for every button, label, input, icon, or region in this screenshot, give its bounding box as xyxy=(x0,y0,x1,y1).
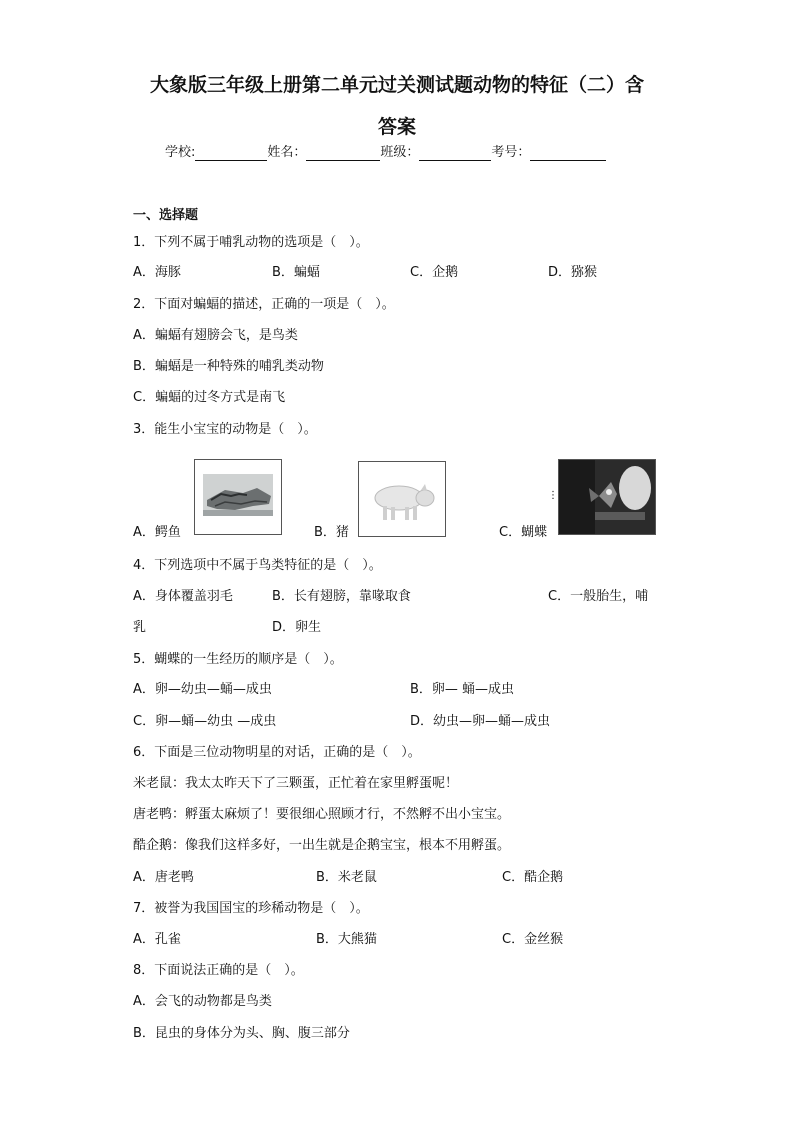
q5-option-c[interactable]: C．卵—蛹—幼虫 —成虫 xyxy=(133,714,277,729)
question-8: 8．下面说法正确的是（ ）。 xyxy=(133,963,304,978)
crocodile-image xyxy=(194,459,282,535)
q6-dialogue-3: 酷企鹅：像我们这样多好，一出生就是企鹅宝宝，根本不用孵蛋。 xyxy=(133,838,511,853)
number-label: 考号： xyxy=(491,145,531,160)
q6-option-c[interactable]: C．酷企鹅 xyxy=(502,870,564,885)
question-5: 5．蝴蝶的一生经历的顺序是（ ）。 xyxy=(133,652,343,667)
question-1: 1．下列不属于哺乳动物的选项是（ ）。 xyxy=(133,235,369,250)
question-3: 3．能生小宝宝的动物是（ ）。 xyxy=(133,422,317,437)
q8-option-a[interactable]: A．会飞的动物都是鸟类 xyxy=(133,994,272,1009)
q4-option-c[interactable]: C．一般胎生，哺 xyxy=(548,589,649,604)
class-label: 班级： xyxy=(380,145,420,160)
q7-option-b[interactable]: B．大熊猫 xyxy=(316,932,377,947)
question-2: 2．下面对蝙蝠的描述，正确的一项是（ ）。 xyxy=(133,297,395,312)
q3-option-b[interactable]: B．猪 xyxy=(314,525,349,540)
q5-option-d[interactable]: D．幼虫—卵—蛹—成虫 xyxy=(410,714,551,729)
q2-option-b[interactable]: B．蝙蝠是一种特殊的哺乳类动物 xyxy=(133,359,324,374)
q2-option-a[interactable]: A．蝙蝠有翅膀会飞，是鸟类 xyxy=(133,328,298,343)
q6-option-b[interactable]: B．米老鼠 xyxy=(316,870,377,885)
q4-option-a[interactable]: A．身体覆盖羽毛 xyxy=(133,589,233,604)
q5-option-a[interactable]: A．卵—幼虫—蛹—成虫 xyxy=(133,682,272,697)
butterfly-image xyxy=(558,459,656,535)
q6-dialogue-2: 唐老鸭：孵蛋太麻烦了！要很细心照顾才行，不然孵不出小宝宝。 xyxy=(133,807,511,822)
q2-option-c[interactable]: C．蝙蝠的过冬方式是南飞 xyxy=(133,390,286,405)
q1-option-b[interactable]: B．蝙蝠 xyxy=(272,265,320,280)
question-7: 7．被誉为我国国宝的珍稀动物是（ ）。 xyxy=(133,901,369,916)
number-blank[interactable] xyxy=(530,160,606,161)
info-line xyxy=(165,145,606,161)
page-title-cont: 答案 xyxy=(377,116,416,138)
q7-option-c[interactable]: C．金丝猴 xyxy=(502,932,564,947)
q1-option-c[interactable]: C．企鹅 xyxy=(410,265,459,280)
question-6: 6．下面是三位动物明星的对话，正确的是（ ）。 xyxy=(133,745,421,760)
class-blank[interactable] xyxy=(419,160,491,161)
q4-option-d[interactable]: D．卵生 xyxy=(272,620,322,635)
q3-option-c[interactable]: C．蝴蝶 xyxy=(499,525,548,540)
q1-option-d[interactable]: D．猕猴 xyxy=(548,265,598,280)
school-label: 学校: xyxy=(165,145,196,160)
q6-dialogue-1: 米老鼠：我太太昨天下了三颗蛋，正忙着在家里孵蛋呢！ xyxy=(133,776,459,791)
page-title: 大象版三年级上册第二单元过关测试题动物的特征（二）含 xyxy=(149,74,644,96)
question-4: 4．下列选项中不属于鸟类特征的是（ ）。 xyxy=(133,558,382,573)
q6-option-a[interactable]: A．唐老鸭 xyxy=(133,870,194,885)
pig-image xyxy=(358,461,446,537)
q7-option-a[interactable]: A．孔雀 xyxy=(133,932,181,947)
section-heading: 一、选择题 xyxy=(133,208,199,223)
school-blank[interactable] xyxy=(195,160,267,161)
q4-option-c-cont: 乳 xyxy=(133,620,147,635)
q8-option-b[interactable]: B．昆虫的身体分为头、胸、腹三部分 xyxy=(133,1026,350,1041)
q5-option-b[interactable]: B．卵— 蛹—成虫 xyxy=(410,682,515,697)
q1-option-a[interactable]: A．海豚 xyxy=(133,265,181,280)
q3-option-a[interactable]: A．鳄鱼 xyxy=(133,525,181,540)
image-marker: ⋮ xyxy=(548,490,558,501)
name-blank[interactable] xyxy=(306,160,380,161)
q4-option-b[interactable]: B．长有翅膀，靠喙取食 xyxy=(272,589,411,604)
name-label: 姓名： xyxy=(267,145,307,160)
